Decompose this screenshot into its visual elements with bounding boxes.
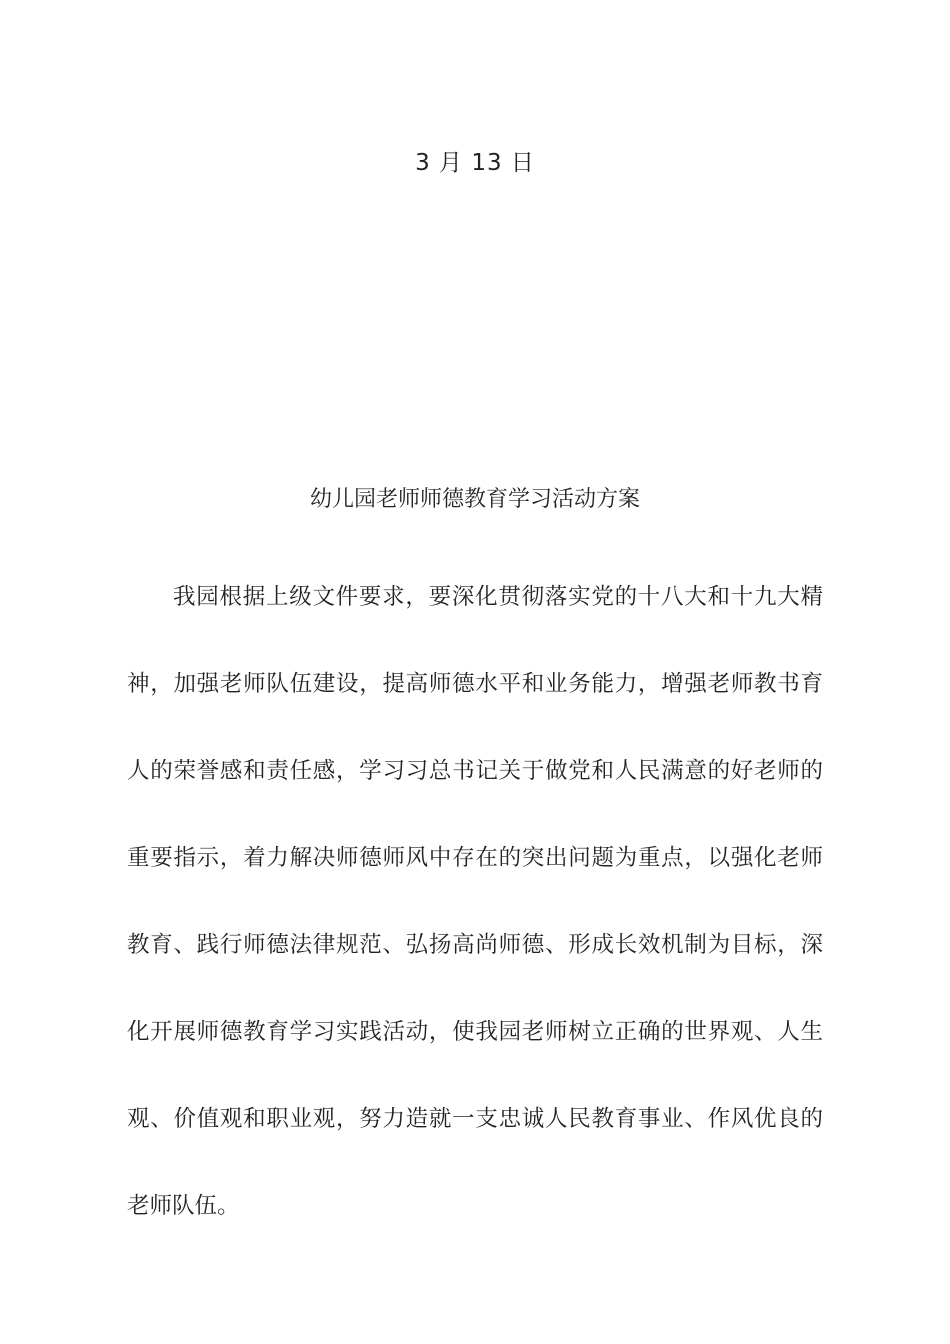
document-title: 幼儿园老师师德教育学习活动方案: [309, 487, 640, 512]
body-paragraph: 我园根据上级文件要求，要深化贯彻落实党的十八大和十九大精神，加强老师队伍建设，提高师德水平和业务能力，增强老师教书育人的荣誉感和责任感，学习习总书记关于做党和人民满意的好老师的重要指示，着力解决师德师风中存在的突出问题为重点，以强化老师教育、践行师德法律规范、弘扬高尚师德、形成长效机制为目标，深化开展师德教育学习实践活动，使我园老师树立正确的世界观、人生观、价值观和职业观，努力造就一支忠诚人民教育事业、作风优良的老师队伍。: [127, 584, 823, 1219]
date-line: 3 月 13 日: [415, 150, 535, 176]
